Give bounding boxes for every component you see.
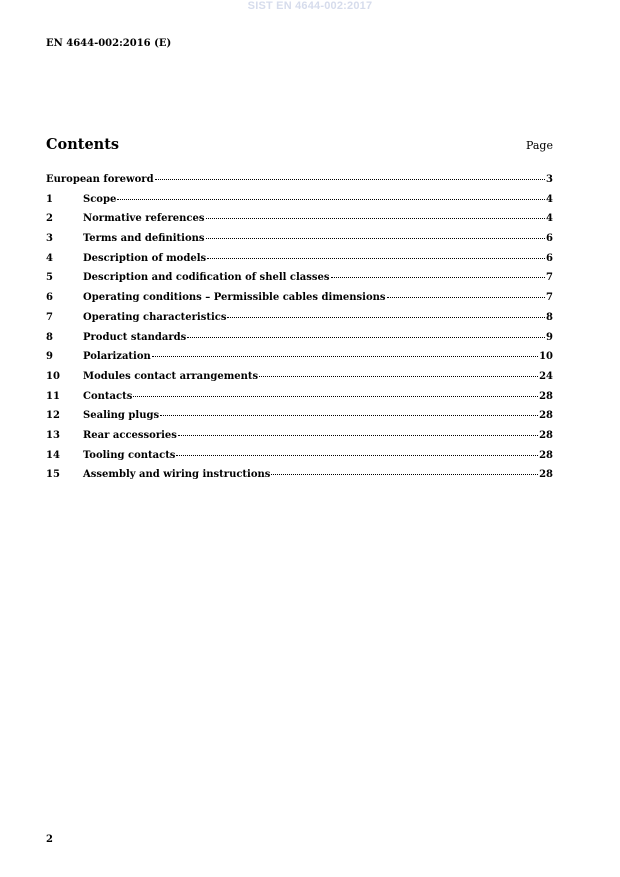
- toc-dot-leader: [207, 257, 545, 259]
- toc-entry-title: Operating conditions – Permissible cables dimensions: [83, 292, 386, 304]
- toc-entry[interactable]: [46, 312, 553, 332]
- toc-entry[interactable]: [46, 272, 553, 292]
- toc-entry[interactable]: [46, 450, 553, 470]
- toc-entry-page: 28: [539, 410, 553, 422]
- toc-entry-page: 9: [546, 331, 553, 343]
- toc-entry-number: 1: [46, 193, 53, 205]
- toc-entry-number: 14: [46, 449, 60, 461]
- toc-entry-number: 2: [46, 213, 53, 225]
- toc-dot-leader: [259, 375, 538, 377]
- toc-entry-title: Description and codification of shell classes: [83, 272, 330, 284]
- toc-entry-title: Operating characteristics: [83, 311, 227, 323]
- toc-entry-page: 28: [539, 449, 553, 461]
- toc-dot-leader: [206, 237, 546, 239]
- page-number: 2: [46, 834, 53, 845]
- toc-entry[interactable]: [46, 194, 553, 214]
- toc-dot-leader: [387, 296, 545, 298]
- toc-entry-page: 28: [539, 390, 553, 402]
- document-id: EN 4644-002:2016 (E): [46, 38, 172, 49]
- toc-dot-leader: [160, 414, 538, 416]
- toc-entry[interactable]: [46, 430, 553, 450]
- contents-header: [46, 136, 553, 154]
- toc-entry-number: 4: [46, 252, 53, 264]
- toc-entry[interactable]: [46, 174, 553, 194]
- toc-entry[interactable]: [46, 213, 553, 233]
- toc-entry-number: 12: [46, 410, 60, 422]
- toc-entry-title: Scope: [83, 193, 117, 205]
- toc-entry-number: 5: [46, 272, 53, 284]
- toc-dot-leader: [271, 473, 538, 475]
- toc-dot-leader: [331, 276, 546, 278]
- toc-entry[interactable]: [46, 332, 553, 352]
- toc-entry-number: 13: [46, 429, 60, 441]
- toc-entry-page: 7: [546, 292, 553, 304]
- toc-entry-page: 4: [546, 213, 553, 225]
- toc-entry-title: Polarization: [83, 351, 151, 363]
- toc-dot-leader: [155, 178, 545, 180]
- toc-entry[interactable]: [46, 253, 553, 273]
- toc-entry-page: 28: [539, 469, 553, 481]
- toc-entry-title: Contacts: [83, 390, 133, 402]
- toc-entry-number: 10: [46, 370, 60, 382]
- toc-entry-page: 28: [539, 429, 553, 441]
- toc-entry-number: 11: [46, 390, 60, 402]
- toc-entry-title: Sealing plugs: [83, 410, 160, 422]
- toc-entry[interactable]: [46, 371, 553, 391]
- toc-entry-title: Terms and definitions: [83, 233, 205, 245]
- toc-dot-leader: [152, 355, 538, 357]
- toc-entry-title: Tooling contacts: [83, 449, 176, 461]
- toc-entry[interactable]: [46, 233, 553, 253]
- contents-title: Contents: [46, 136, 120, 153]
- toc-entry-page: 8: [546, 311, 553, 323]
- toc-entry-title: Normative references: [83, 213, 205, 225]
- table-of-contents: [46, 174, 553, 489]
- toc-entry-page: 7: [546, 272, 553, 284]
- toc-entry-number: 8: [46, 331, 53, 343]
- page-column-label: Page: [525, 139, 553, 152]
- toc-entry-number: 15: [46, 469, 60, 481]
- toc-entry-page: 6: [546, 252, 553, 264]
- toc-entry-page: 3: [546, 174, 553, 185]
- toc-entry-title: Assembly and wiring instructions: [83, 469, 271, 481]
- toc-dot-leader: [176, 454, 538, 456]
- toc-entry-number: 3: [46, 233, 53, 245]
- toc-entry[interactable]: [46, 391, 553, 411]
- toc-entry[interactable]: [46, 351, 553, 371]
- toc-dot-leader: [206, 217, 546, 219]
- toc-entry-title: Product standards: [83, 331, 187, 343]
- toc-entry[interactable]: [46, 469, 553, 489]
- toc-dot-leader: [178, 434, 538, 436]
- toc-dot-leader: [133, 395, 538, 397]
- toc-entry-page: 10: [539, 351, 553, 363]
- toc-entry[interactable]: [46, 410, 553, 430]
- toc-entry[interactable]: [46, 292, 553, 312]
- toc-entry-page: 6: [546, 233, 553, 245]
- toc-dot-leader: [117, 198, 545, 200]
- toc-entry-title: Modules contact arrangements: [83, 370, 259, 382]
- toc-dot-leader: [227, 316, 545, 318]
- toc-entry-number: 9: [46, 351, 53, 363]
- watermark: SIST EN 4644-002:2017: [247, 0, 373, 12]
- toc-entry-page: 4: [546, 193, 553, 205]
- toc-entry-title: European foreword: [46, 174, 154, 185]
- toc-entry-title: Rear accessories: [83, 429, 177, 441]
- toc-entry-number: 7: [46, 311, 53, 323]
- toc-entry-number: 6: [46, 292, 53, 304]
- toc-entry-title: Description of models: [83, 252, 207, 264]
- toc-entry-page: 24: [539, 370, 553, 382]
- toc-dot-leader: [187, 336, 545, 338]
